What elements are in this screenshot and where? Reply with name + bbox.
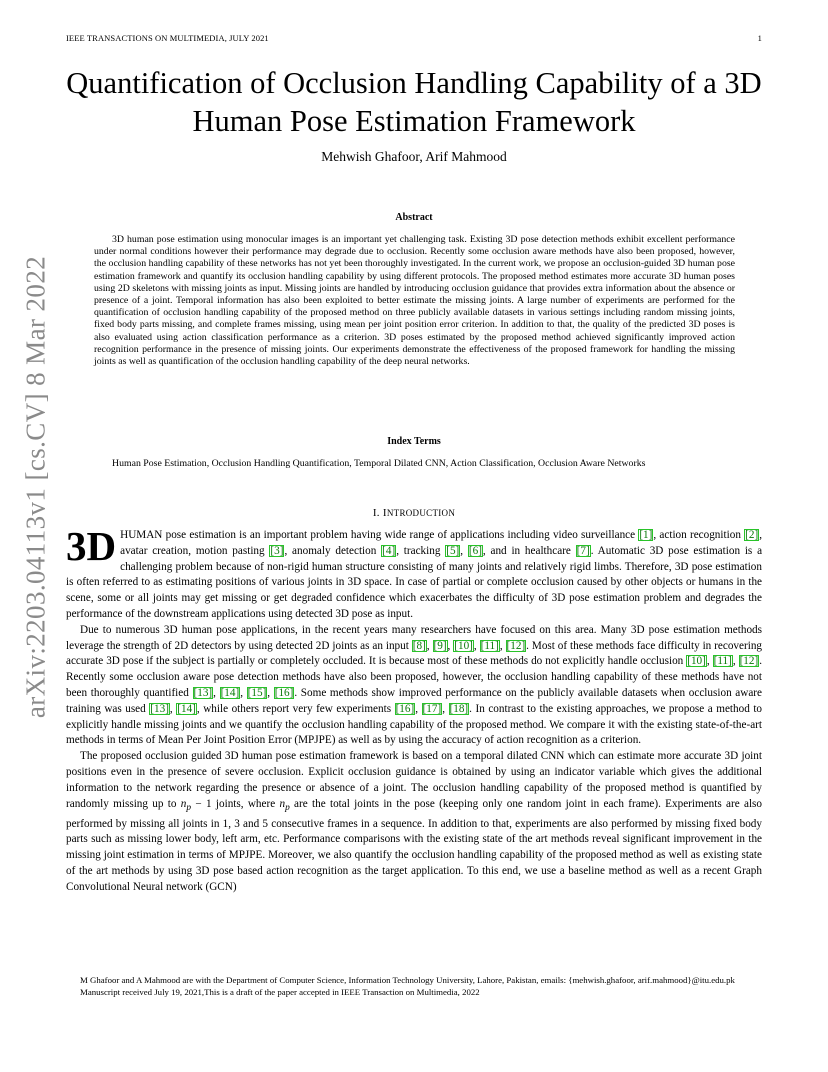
citation-link[interactable]: [14] <box>220 686 240 699</box>
text-run: joints, where <box>211 797 280 810</box>
text-run: , action recognition <box>653 529 745 541</box>
text-run: , <box>426 639 433 652</box>
citation-link[interactable]: [16] <box>274 686 294 699</box>
text-run: Due to numerous 3D human pose applications, in the recent years many researchers have focused on this area. Many 3D pose estimation methods leverage the strength of 2D detectors by using detected 2D joints as an input <box>66 623 762 652</box>
text-run: . Most of these methods face difficulty in recovering accurate 3D pose if the subject is partially or completely occluded. It is because most of these methods do not explicitly handle occlusion <box>66 639 763 668</box>
citation-link[interactable]: [2] <box>745 529 759 541</box>
running-header <box>66 33 762 47</box>
section-heading-introduction <box>0 507 828 519</box>
text-run: , anomaly detection <box>284 544 382 557</box>
citation-link[interactable]: [13] <box>193 686 213 699</box>
text-run: HUMAN pose estimation is an important problem having wide range of applications including video surveillance <box>120 529 639 541</box>
citation-link[interactable]: [17] <box>422 702 442 715</box>
citation-link[interactable]: [15] <box>247 686 267 699</box>
citation-link[interactable]: [18] <box>449 702 469 715</box>
math-var: n <box>279 797 286 810</box>
journal-name: IEEE TRANSACTIONS ON MULTIMEDIA, JULY 2021 <box>66 33 269 43</box>
abstract-text: 3D human pose estimation using monocular images is an important yet challenging task. Existing 3D pose detection methods exhibit excellent performance under normal conditions however their performance may degrade due to occlusion. Recently some occlusion aware methods have also been proposed, however, the occlusion handling capability of these networks has not yet been thoroughly investigated. In the current work, we propose an occlusion-guided 3D human pose estimation framework and quantify its occlusion handling capability by using different protocols. The proposed method estimates more accurate 3D human poses using 2D skeletons with missing joints as input. Missing joints are handled by introducing occlusion guidance that provides extra information about the absence or presence of a joint. Temporal information has also been exploited to better estimate the missing joints. A large number of experiments are performed for the quantification of occlusion handling capability of the proposed method on three publicly available datasets in various settings including random missing joints, fixed body parts missing, and complete frames missing, using mean per joint position error criterion. In addition to that, the quality of the predicted 3D poses is also evaluated using action classification performance as a criterion. 3D poses estimated by the proposed method achieved significantly improved action recognition performance in the presence of missing joints. Our experiments demonstrate the effectiveness of the proposed framework for handling the missing joints as well as quantification of the occlusion handling capability of the deep neural networks. <box>94 234 735 368</box>
paper-title: Quantification of Occlusion Handling Capability of a 3D Human Pose Estimation Framework <box>66 66 762 138</box>
citation-link[interactable]: [11] <box>480 639 499 652</box>
paragraph-2 <box>66 623 762 749</box>
math-var: n <box>180 797 187 810</box>
text-run: , <box>169 702 177 715</box>
page-number: 1 <box>757 33 762 43</box>
text-run: are the total joints in the pose (keeping only one random joint in each frame). Experiments are also performed by missing all joints in 1, 3 and 5 consecutive frames in a sequence. In addition to that, experiments are also performed by missing fixed body parts such as missing lower body, left arm, etc. Performance comparisons with the existing state of the art methods reveal significant improvement in the missing joint estimation in terms of MPJPE. Moreover, we also quantify the occlusion handling capability of the proposed method as well as existing state of the art methods by using 3D pose based action recognition as the target application. To this end, we use a baseline method as well as a recent Graph Convolutional Neural network (GCN) <box>66 797 763 893</box>
citation-link[interactable]: [12] <box>506 639 526 652</box>
math-sub: p <box>285 802 290 813</box>
math-rest: − 1 <box>191 797 212 810</box>
citation-link[interactable]: [10] <box>687 655 706 668</box>
citation-link[interactable]: [4] <box>382 544 396 557</box>
citation-link[interactable]: [11] <box>713 655 732 668</box>
citation-link[interactable]: [3] <box>270 544 284 557</box>
arxiv-id: arXiv:2203.04113v1 [cs.CV] 8 Mar 2022 <box>20 255 51 719</box>
text-run: , <box>706 655 713 668</box>
citation-link[interactable]: [7] <box>576 544 590 557</box>
text-run: The proposed occlusion guided 3D human pose estimation framework is based on a temporal dilated CNN which can estimate more accurate 3D joint positions even in the presence of severe occlusion. Explicit occlusion guidance is obtained by using an indicator variable which gives the additional information to the network regarding the presence or absence of a joint. The occlusion handling capability of the proposed method is quantified by randomly missing up to <box>66 750 762 810</box>
citation-link[interactable]: [16] <box>395 702 415 715</box>
paragraph-1 <box>66 523 763 623</box>
text-run: . Recently some occlusion aware pose detection methods have also been proposed, however, the occlusion handling capability of these methods have not been thoroughly quantified <box>66 655 762 699</box>
text-run: , <box>267 686 274 699</box>
section-heading-rest: NTRODUCTION <box>386 508 456 518</box>
abstract-heading: Abstract <box>395 212 433 223</box>
text-run: , <box>415 702 422 715</box>
text-run: , <box>499 639 506 652</box>
citation-link[interactable]: [9] <box>433 639 447 652</box>
footnote-manuscript: Manuscript received July 19, 2021,This is a draft of the paper accepted in IEEE Transaction on Multimedia, 2022 <box>80 986 480 997</box>
text-run: , and in healthcare <box>482 544 576 557</box>
math-sub: p <box>186 802 192 813</box>
citation-link[interactable]: [5] <box>446 544 460 557</box>
citation-link[interactable]: [6] <box>468 544 482 557</box>
text-run: , <box>732 655 739 668</box>
arxiv-sidebar <box>16 255 56 719</box>
footnote <box>66 975 762 998</box>
text-run: , while others report very few experiments <box>196 702 395 715</box>
citation-link[interactable]: [8] <box>412 639 426 652</box>
text-run: , <box>447 639 454 652</box>
citation-link[interactable]: [13] <box>150 702 169 715</box>
text-run: , tracking <box>396 544 446 557</box>
text-run: , <box>442 702 449 715</box>
drop-cap: 3D <box>66 523 117 569</box>
text-run: . Automatic 3D pose estimation is a challenging problem because of non-rigid human structure consisting of many joints and relatively rigid limbs. Therefore, 3D pose estimation is often referred to as estimating positions of various joints in 3D space. In case of partial or complete occlusion caused by other objects or humans in the scene, some or all joints may get missing or get degraded confidence which exacerbates the difficulty of 3D pose estimation problem and degrades the performance of the downstream applications using detected 3D pose as input. <box>66 544 763 620</box>
author-list: Mehwish Ghafoor, Arif Mahmood <box>321 149 507 164</box>
text-run: . In contrast to the existing approaches, we propose a method to explicitly handle missing joints and we quantify the occlusion handling capability of the proposed method. We compare it with the existing state-of-the-art methods in terms of Mean Per Joint Position Error (MPJPE) as well as by using the accuracy of action recognition as a criterion. <box>66 702 763 747</box>
text-run: , <box>460 544 468 557</box>
text-run: . Some methods show improved performance on the publicly available datasets when occlusion aware training was used <box>66 686 762 715</box>
citation-link[interactable]: [10] <box>454 639 473 652</box>
index-terms-heading: Index Terms <box>387 436 441 447</box>
index-terms-text: Human Pose Estimation, Occlusion Handling Quantification, Temporal Dilated CNN, Action Classification, Occlusion Aware Networks <box>112 458 646 469</box>
text-run: , <box>473 639 480 652</box>
footnote-affiliation: M Ghafoor and A Mahmood are with the Department of Computer Science, Information Technology University, Lahore, Pakistan, emails: {mehwish.ghafoor, arif.mahmood}@itu.edu.pk <box>80 975 735 985</box>
text-run: , <box>213 686 220 699</box>
body-text <box>66 523 763 896</box>
section-numeral: I. I <box>372 507 387 519</box>
text-run: , <box>240 686 247 699</box>
text-run: , avatar creation, motion pasting <box>120 529 762 557</box>
citation-link[interactable]: [14] <box>177 702 196 715</box>
paragraph-3 <box>66 749 762 895</box>
citation-link[interactable]: [12] <box>739 655 759 668</box>
citation-link[interactable]: [1] <box>639 529 653 541</box>
